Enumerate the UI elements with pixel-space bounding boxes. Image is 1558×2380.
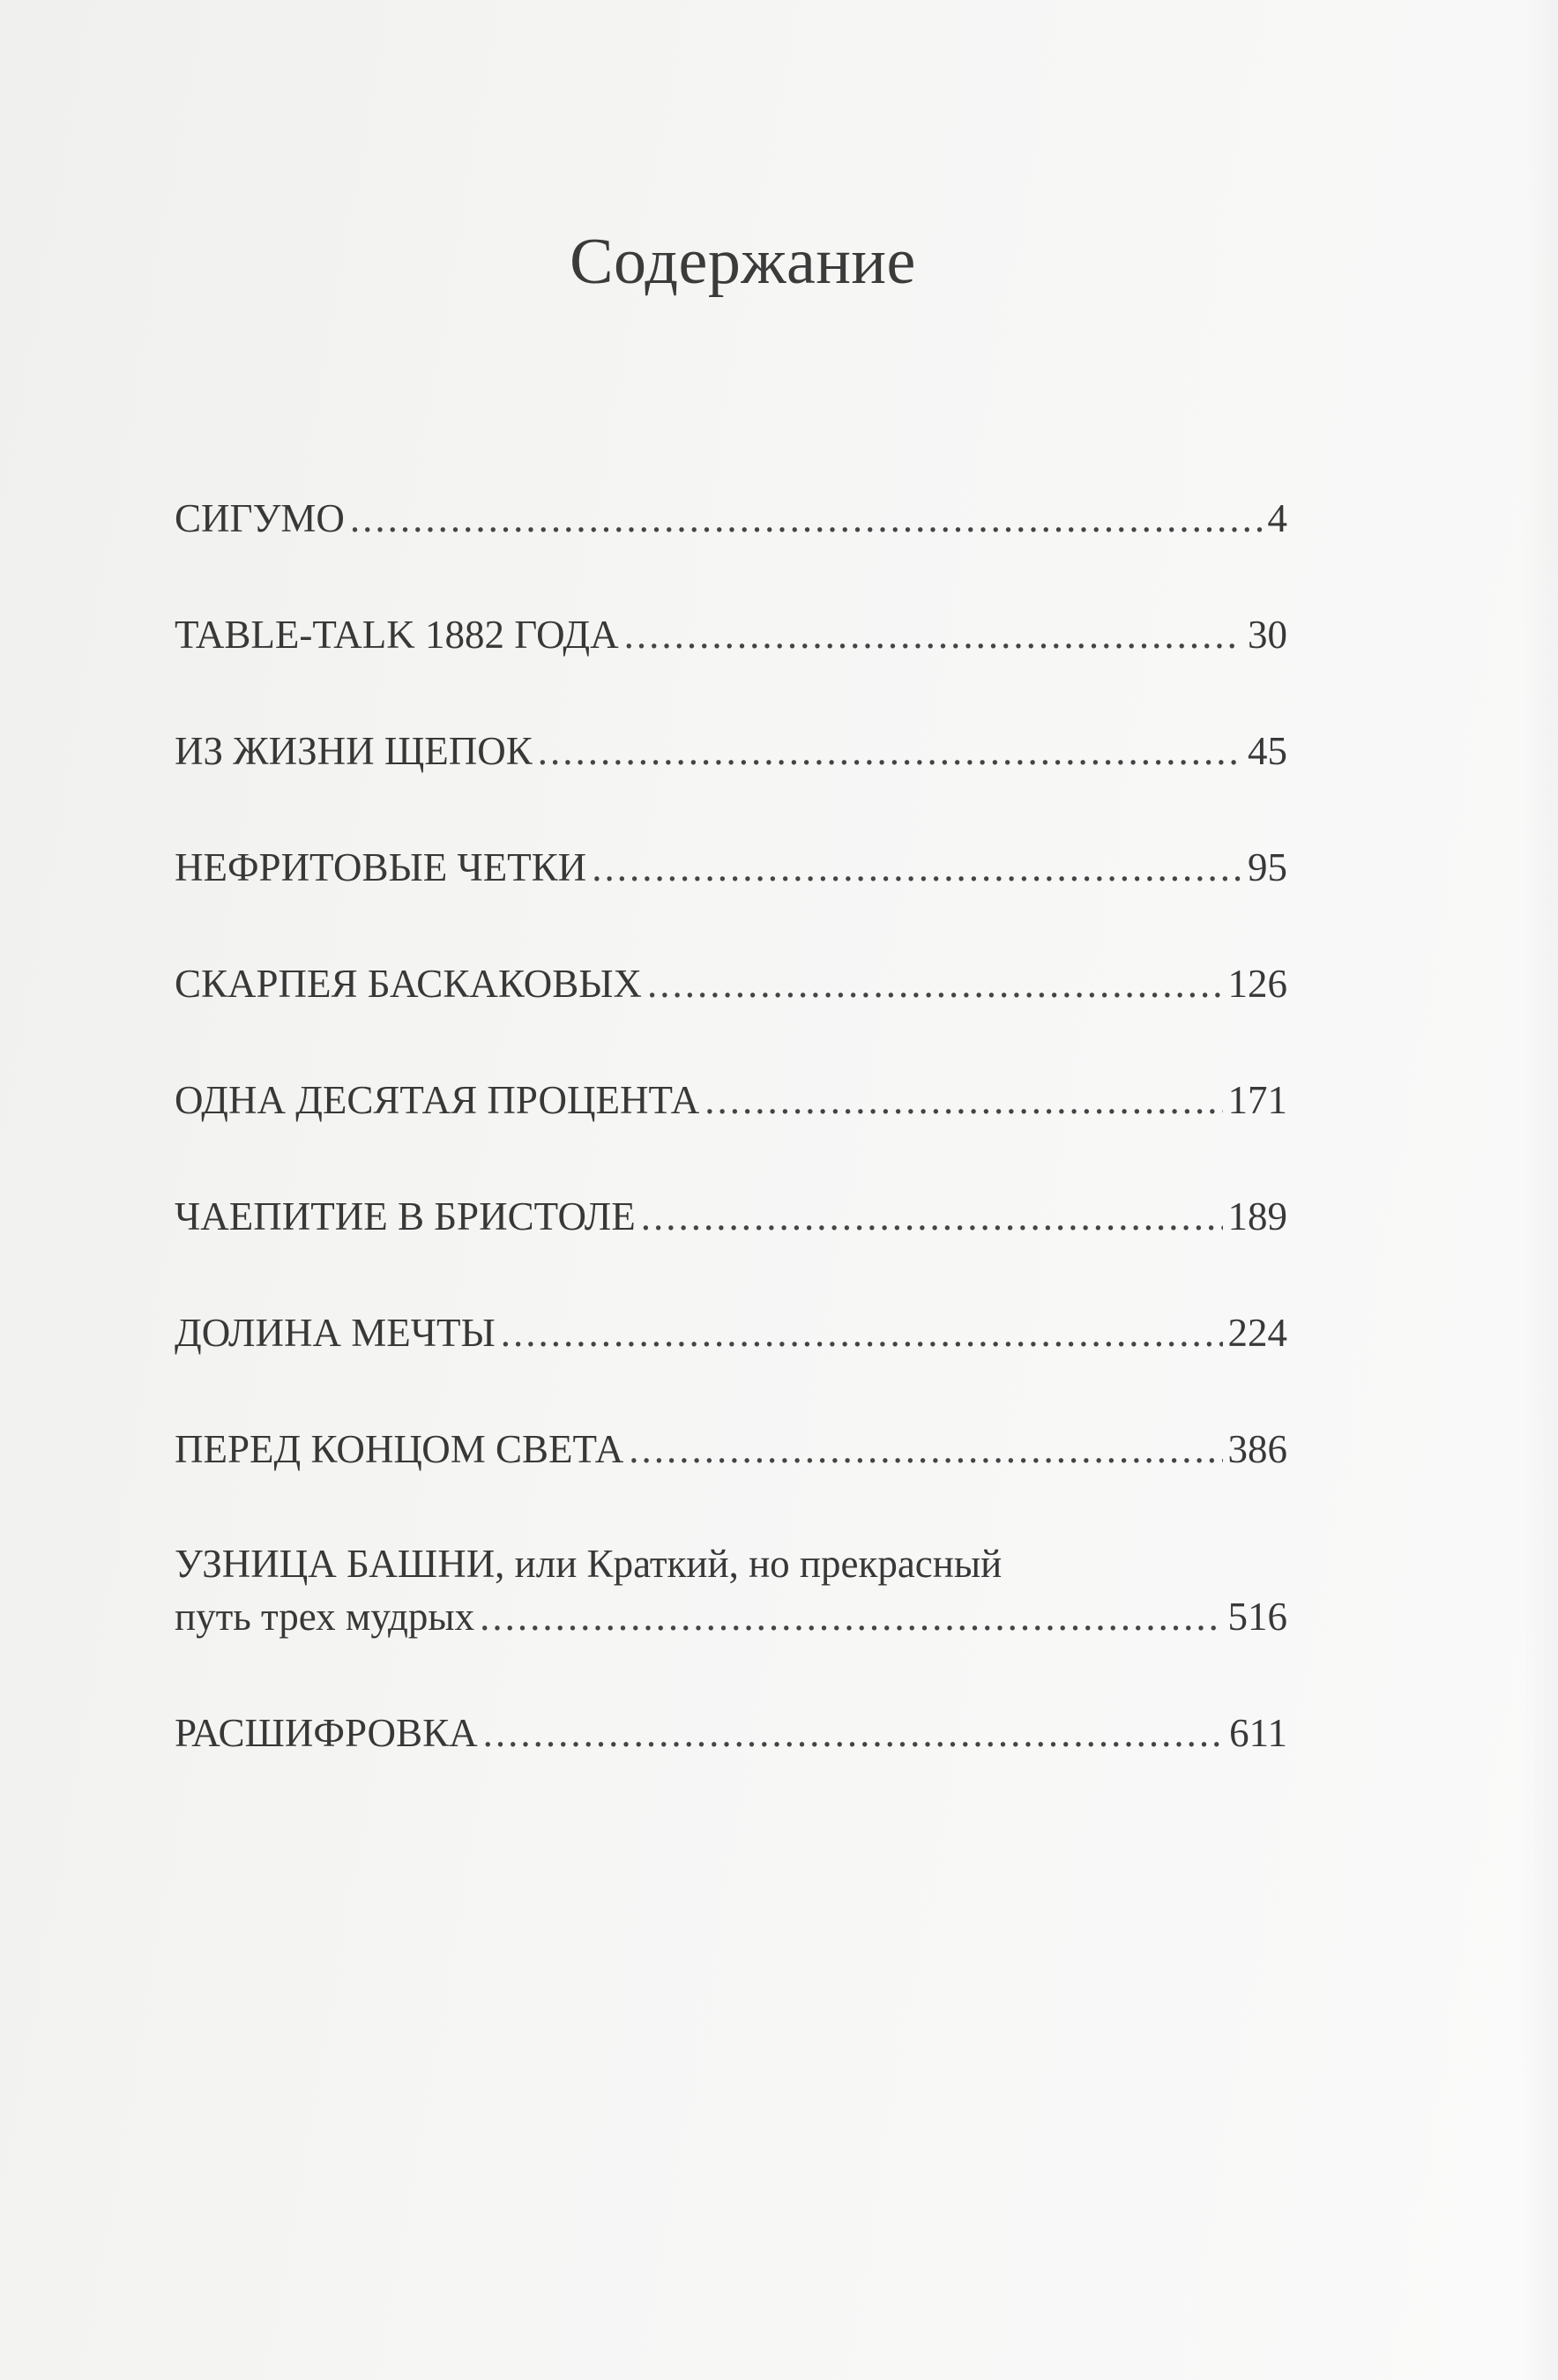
table-of-contents xyxy=(175,458,1287,1789)
toc-page-number: 386 xyxy=(1227,1427,1287,1471)
toc-entry-title: СИГУМО xyxy=(175,496,345,540)
toc-page-number: 516 xyxy=(1227,1595,1287,1639)
toc-page-number: 126 xyxy=(1227,962,1287,1006)
toc-page-number: 224 xyxy=(1227,1311,1287,1355)
toc-entry xyxy=(175,1389,1287,1506)
dot-leader xyxy=(350,495,1263,541)
dot-leader xyxy=(501,1310,1223,1356)
dot-leader xyxy=(538,728,1242,774)
dot-leader xyxy=(647,961,1223,1007)
toc-page-number: 4 xyxy=(1267,496,1287,540)
toc-entry xyxy=(175,924,1287,1040)
toc-entry-title: ЧАЕПИТИЕ В БРИСТОЛЕ xyxy=(175,1194,636,1238)
toc-entry-title: РАСШИФРОВКА xyxy=(175,1711,478,1755)
toc-entry xyxy=(175,1157,1287,1273)
toc-entry xyxy=(175,575,1287,691)
toc-page-number: 189 xyxy=(1227,1194,1287,1238)
dot-leader xyxy=(624,612,1242,658)
toc-entry-title: ИЗ ЖИЗНИ ЩЕПОК xyxy=(175,729,533,773)
toc-entry-subtitle: путь трех мудрых xyxy=(175,1595,475,1639)
dot-leader xyxy=(704,1077,1222,1123)
toc-entry-title: УЗНИЦА БАШНИ, или Краткий, но прекрасный xyxy=(175,1542,1003,1586)
toc-entry-title: НЕФРИТОВЫЕ ЧЕТКИ xyxy=(175,845,587,889)
toc-entry xyxy=(175,807,1287,924)
toc-entry xyxy=(175,1506,1287,1673)
toc-page-number: 611 xyxy=(1229,1711,1287,1755)
toc-entry-title: TABLE-TALK 1882 ГОДА xyxy=(175,613,619,657)
toc-page-number: 30 xyxy=(1248,613,1287,657)
toc-entry-title: ДОЛИНА МЕЧТЫ xyxy=(175,1311,496,1355)
dot-leader xyxy=(480,1594,1222,1640)
toc-entry xyxy=(175,1040,1287,1157)
dot-leader xyxy=(629,1426,1222,1472)
toc-entry xyxy=(175,1273,1287,1389)
toc-page-number: 95 xyxy=(1248,845,1287,889)
dot-leader xyxy=(641,1194,1223,1239)
toc-entry-title: ПЕРЕД КОНЦОМ СВЕТА xyxy=(175,1427,624,1471)
toc-entry-title: ОДНА ДЕСЯТАЯ ПРОЦЕНТА xyxy=(175,1078,700,1122)
toc-entry xyxy=(175,1673,1287,1789)
page-title: Содержание xyxy=(570,226,916,298)
toc-entry-title: СКАРПЕЯ БАСКАКОВЫХ xyxy=(175,962,642,1006)
dot-leader xyxy=(483,1710,1225,1756)
toc-entry xyxy=(175,458,1287,575)
toc-page-number: 45 xyxy=(1248,729,1287,773)
toc-page-number: 171 xyxy=(1227,1078,1287,1122)
toc-entry xyxy=(175,691,1287,807)
dot-leader xyxy=(592,844,1242,890)
